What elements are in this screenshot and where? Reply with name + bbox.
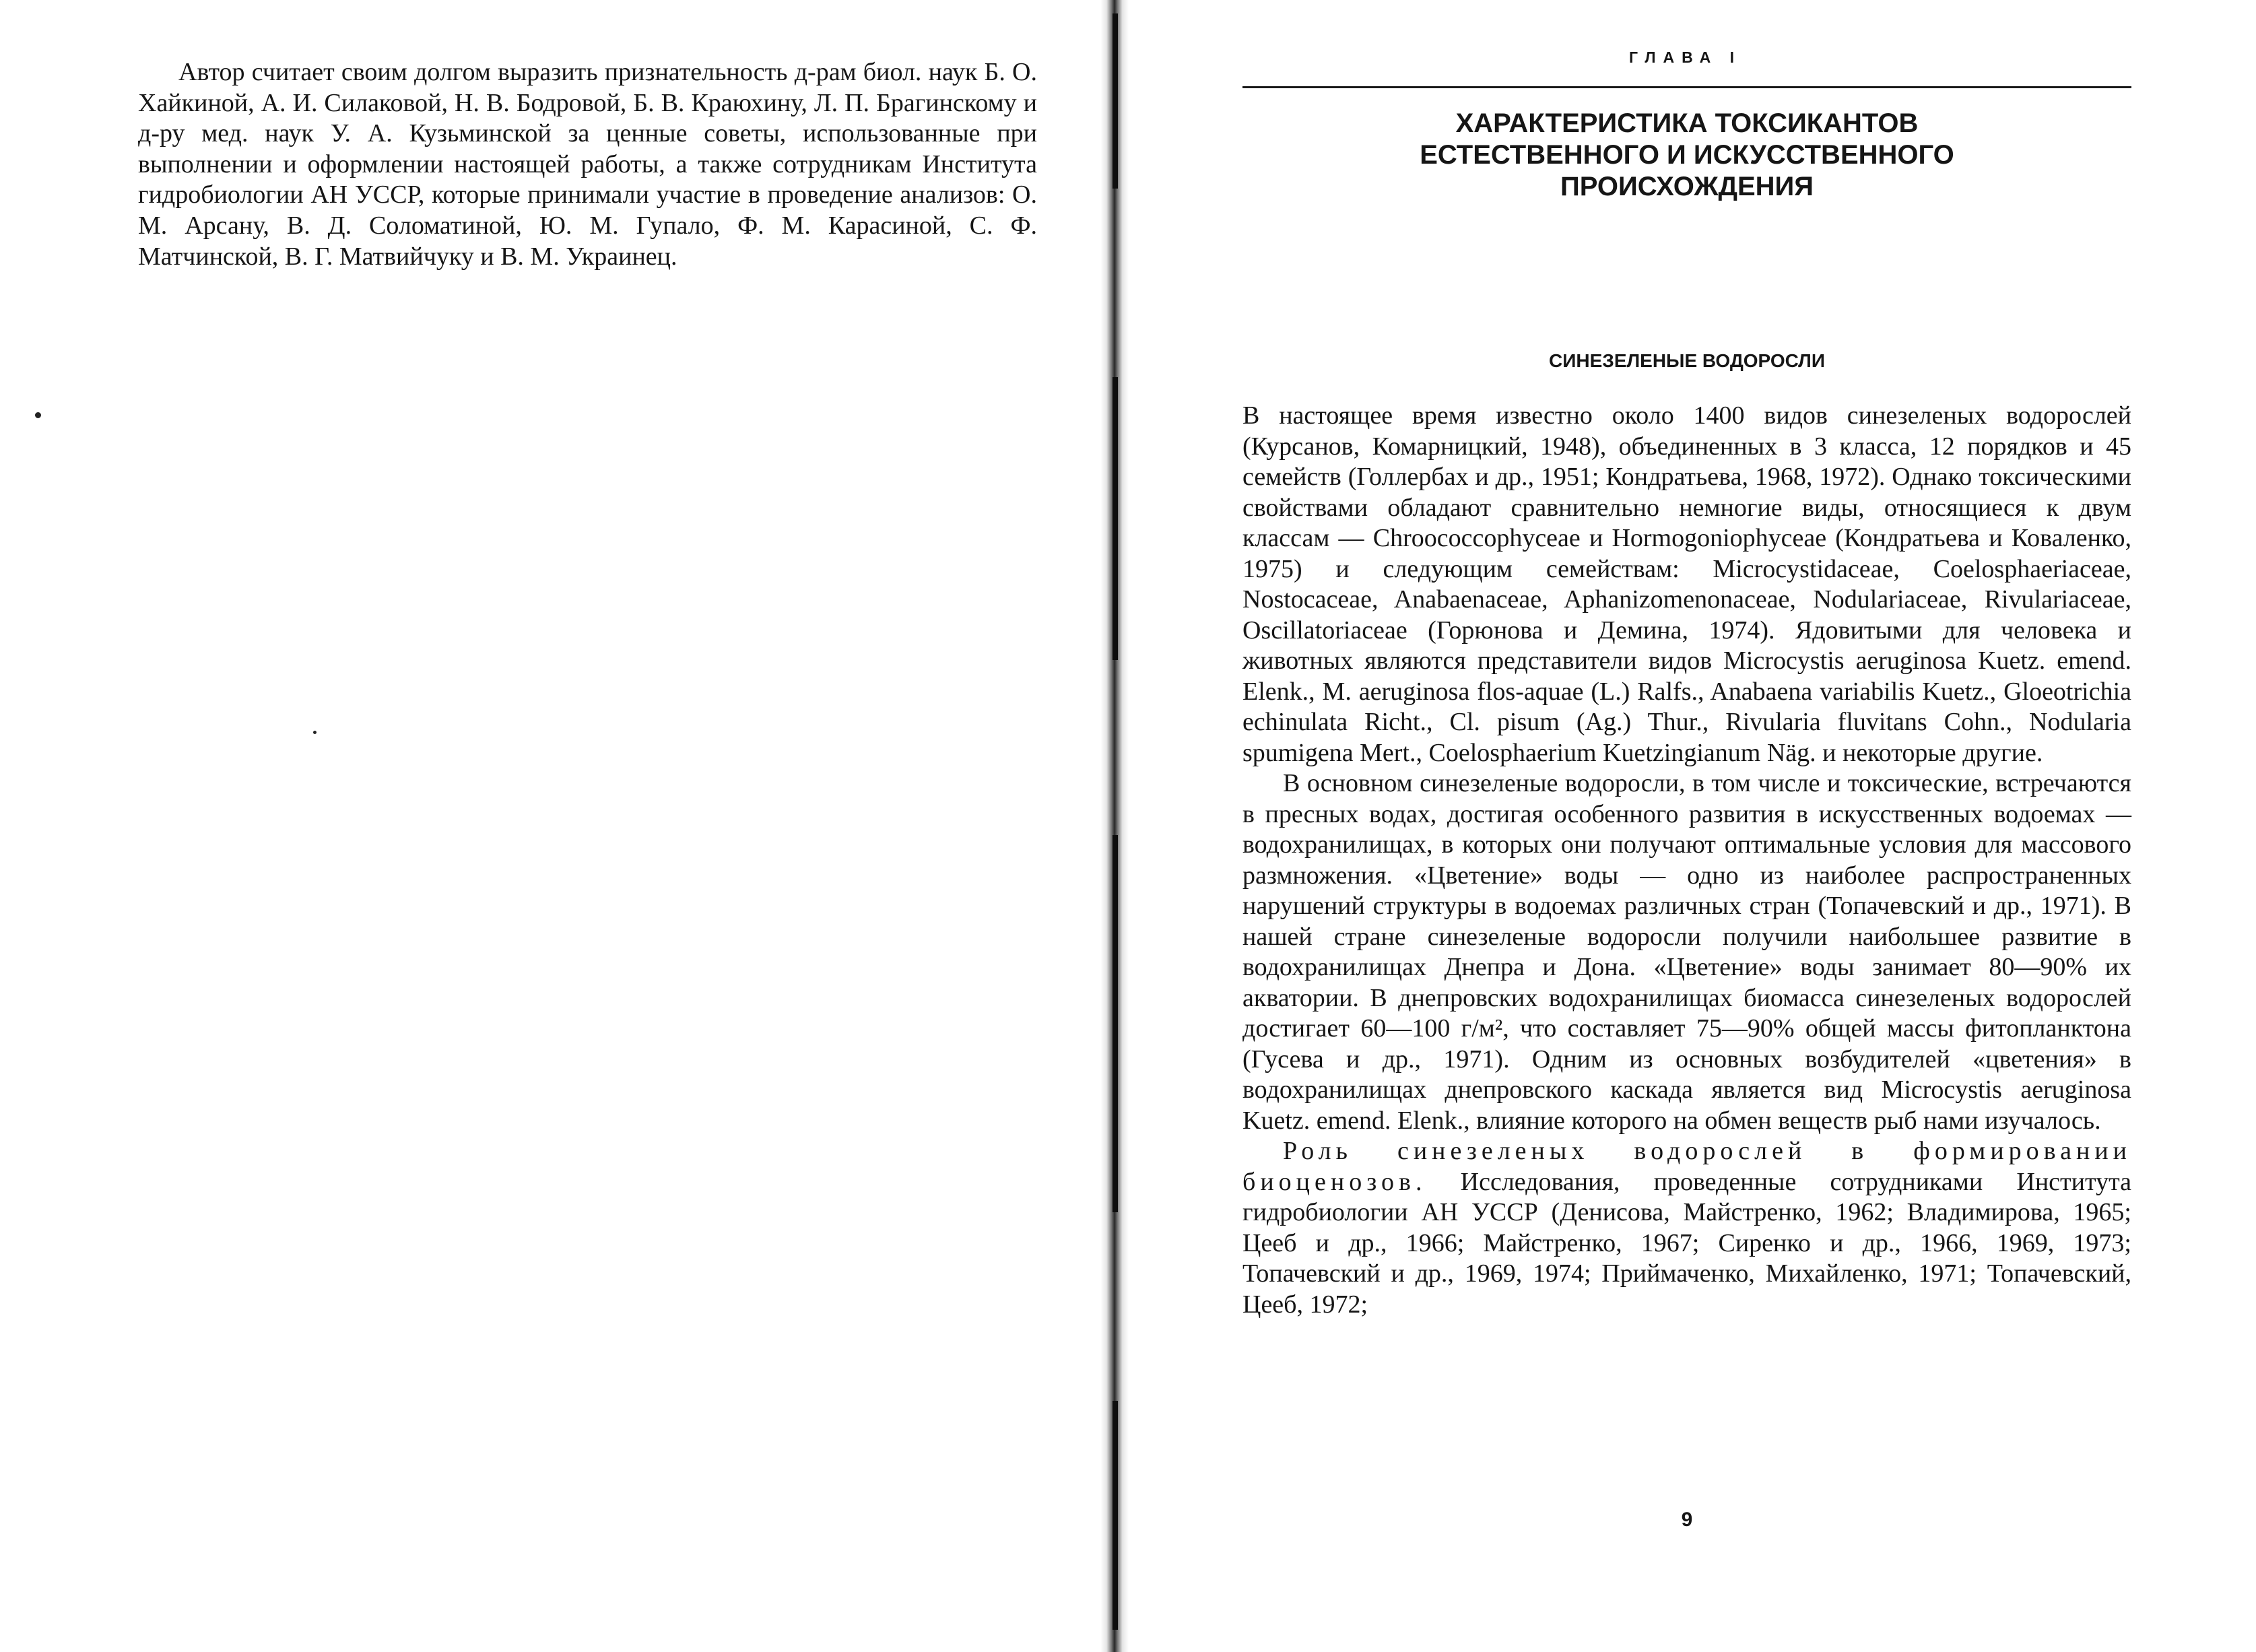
section-heading: СИНЕЗЕЛЕНЫЕ ВОДОРОСЛИ	[1549, 350, 1825, 371]
spine-streak	[1113, 377, 1118, 660]
chapter-title-line: ЕСТЕСТВЕННОГО И ИСКУССТВЕННОГО	[1420, 140, 1954, 170]
body-paragraph-3	[1242, 1136, 2131, 1320]
chapter-title	[1242, 108, 2131, 203]
spine-streak	[1113, 1401, 1118, 1630]
paragraph-lead-in: Роль синезеленых водорослей в формировании биоценозов.	[1242, 1137, 2131, 1196]
acknowledgement-paragraph: Автор считает своим долгом выразить признательность д-рам биол. наук Б. О. Хайкиной, А. И. Силаковой, Н. В. Бодровой, Б. В. Краюхину, Л. П. Брагинскому и д-ру мед. наук У. А. Кузьминской за ценные советы, использованные при выполнении и оформлении настоящей работы, а также сотрудникам Института гидробиологии АН УССР, которые принимали участие в проведение анализов: О. М. Арсану, В. Д. Соломатиной, Ю. М. Гупало, Ф. М. Карасиной, С. Ф. Матчинской, В. Г. Матвийчуку и В. М. Украинец.	[138, 58, 1037, 271]
chapter-label: ГЛАВА I	[1628, 48, 1742, 66]
page-number: 9	[1681, 1509, 1693, 1531]
spine-streak	[1113, 835, 1118, 1212]
body-paragraph-1: В настоящее время известно около 1400 видов синезеленых водорослей (Курсанов, Комарницкий, 1948), объединенных в 3 класса, 12 порядков и 45 семейств (Голлербах и др., 1951; Кондратьева, 1968, 1972). Однако токсическими свойствами обладают сравнительно немногие виды, относящиеся к двум классам — Chroococcophyceae и Hormogoniophyceae (Кондратьева и Коваленко, 1975) и следующим семействам: Microcystidaceae, Coelosphaeriaceae, Nostocaceae, Anabaenaceae, Aphanizomenonaceae, Nodulariaceae, Rivulariaceae, Oscillatoriaceae (Горюнова и Демина, 1974). Ядовитыми для человека и животных являются представители видов Microcystis aeruginosa Kuetz. emend. Elenk., M. aeruginosa flos-aquae (L.) Ralfs., Anabaena variabilis Kuetz., Gloeotrichia echinulata Richt., Cl. pisum (Ag.) Thur., Rivularia fluvitans Cohn., Nodularia spumigena Mert., Coelosphaerium Kuetzingianum Näg. и некоторые другие.	[1242, 401, 2131, 767]
chapter-body	[1242, 401, 2131, 1320]
chapter-rule	[1242, 86, 2131, 88]
left-page	[0, 0, 1104, 1652]
body-paragraph-2: В основном синезеленые водоросли, в том числе и токсические, встречаются в пресных водах, достигая особенного развития в искусственных водоемах — водохранилищах, в которых они получают оптимальные условия для массового размножения. «Цветение» воды — одно из наиболее распространенных нарушений структуры в водоемах различных стран (Топачевский и др., 1971). В нашей стране синезеленые водоросли получили наибольшее развитие в водохранилищах Днепра и Дона. «Цветение» воды занимает 80—90% их акватории. В днепровских водохранилищах биомасса синезеленых водорослей достигает 60—100 г/м², что составляет 75—90% общей массы фитопланктона (Гусева и др., 1971). Одним из основных возбудителей «цветения» в водохранилищах днепровского каскада является вид Microcystis aeruginosa Kuetz. emend. Elenk., влияние которого на обмен веществ рыб нами изучалось.	[1242, 769, 2131, 1135]
chapter-title-line: ХАРАКТЕРИСТИКА ТОКСИКАНТОВ	[1455, 108, 1919, 138]
chapter-title-line: ПРОИСХОЖДЕНИЯ	[1560, 172, 1814, 201]
paragraph-3-text: Исследования, проведенные сотрудниками Института гидробиологии АН УССР (Денисова, Майстренко, 1962; Владимирова, 1965; Цееб и др., 1966; Майстренко, 1967; Сиренко и др., 1966, 1969, 1973; Топачевский и др., 1969, 1974; Приймаченко, Михайленко, 1971; Топачевский, Цееб, 1972;	[1242, 1167, 2131, 1319]
spine-streak	[1113, 13, 1118, 189]
